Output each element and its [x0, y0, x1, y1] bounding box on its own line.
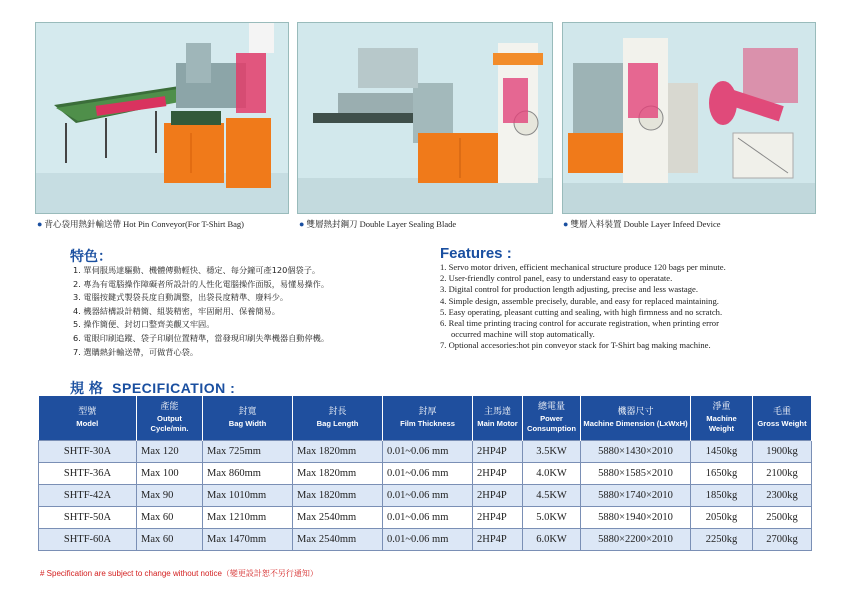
cell-power: 6.0KW — [523, 528, 581, 550]
header-power: 總電量 Power Consumption — [523, 396, 581, 440]
feature-item: 6. Real time printing tracing control for accurate registration, when printing error — [440, 318, 719, 329]
cell-motor: 2HP4P — [473, 506, 523, 528]
cell-model: SHTF-30A — [39, 440, 137, 462]
cell-bag-length: Max 1820mm — [293, 440, 383, 462]
cell-gross-weight: 2500kg — [753, 506, 812, 528]
cell-thickness: 0.01~0.06 mm — [383, 528, 473, 550]
caption-sealing-blade — [299, 218, 456, 230]
cell-bag-length: Max 1820mm — [293, 462, 383, 484]
cell-bag-length: Max 1820mm — [293, 484, 383, 506]
header-bag-length: 封長 Bag Length — [293, 396, 383, 440]
feature-item: 5. Easy operating, pleasant cutting and sealing, with high firmness and no scratch. — [440, 306, 723, 317]
cell-bag-width: Max 1470mm — [203, 528, 293, 550]
caption-cn: 雙層熱封鋼刀 — [306, 219, 358, 229]
features-en-list — [440, 262, 830, 352]
cell-output: Max 100 — [137, 462, 203, 484]
hot-pin-conveyor-photo — [35, 22, 289, 214]
cell-gross-weight: 2700kg — [753, 528, 812, 550]
cell-dimension: 5880×1940×2010 — [581, 506, 691, 528]
feature-item: occurred machine will stop automatically. — [451, 329, 595, 340]
feature-item: 1. 單伺服馬達驅動、機體傳動輕快、穩定、每分鐘可產120個袋子。 — [73, 265, 321, 275]
cell-machine-weight: 2250kg — [691, 528, 753, 550]
caption-en: Double Layer Sealing Blade — [359, 219, 457, 229]
header-dimension: 機器尺寸 Machine Dimension (LxWxH) — [581, 396, 691, 440]
cell-model: SHTF-60A — [39, 528, 137, 550]
spec-title-en: SPECIFICATION : — [112, 380, 236, 396]
infeed-device-photo — [562, 22, 816, 214]
table-row — [39, 462, 812, 484]
feature-item: 5. 操作簡便、封切口整齊美觀又牢固。 — [73, 319, 215, 330]
table-row — [39, 528, 812, 550]
cell-power: 4.5KW — [523, 484, 581, 506]
spec-header-row — [39, 396, 812, 440]
cell-power: 3.5KW — [523, 440, 581, 462]
header-machine-weight: 淨重 Machine Weight — [691, 396, 753, 440]
spec-title — [70, 378, 235, 398]
cell-model: SHTF-50A — [39, 506, 137, 528]
feature-item: 7. 選購熱針輸送帶，可做背心袋。 — [73, 346, 199, 357]
cell-output: Max 60 — [137, 506, 203, 528]
feature-item: 3. 電腦按鍵式製袋長度自動調整，出袋長度精準、廢料少。 — [73, 292, 289, 303]
cell-output: Max 90 — [137, 484, 203, 506]
cell-motor: 2HP4P — [473, 440, 523, 462]
feature-item: 6. 電眼印刷追蹤、袋子印刷位置精準，當發現印刷失準機器自動停機。 — [73, 332, 330, 343]
cell-gross-weight: 2300kg — [753, 484, 812, 506]
bullet-icon: ● — [563, 219, 569, 229]
features-en-title: Features : — [440, 245, 512, 262]
cell-output: Max 60 — [137, 528, 203, 550]
header-model: 型號 Model — [39, 396, 137, 440]
table-row — [39, 440, 812, 462]
cell-model: SHTF-42A — [39, 484, 137, 506]
header-bag-width: 封寬 Bag Width — [203, 396, 293, 440]
cell-dimension: 5880×1585×2010 — [581, 462, 691, 484]
table-row — [39, 506, 812, 528]
features-cn-list — [73, 264, 423, 359]
spec-title-cn: 規 格 — [70, 380, 104, 396]
feature-item: 1. Servo motor driven, efficient mechanical structure produce 120 bags per minute. — [440, 262, 726, 272]
feature-item: 4. Simple design, assemble precisely, durable, and easy for replaced maintaining. — [440, 295, 719, 306]
header-main-motor: 主馬達 Main Motor — [473, 396, 523, 440]
cell-motor: 2HP4P — [473, 528, 523, 550]
cell-thickness: 0.01~0.06 mm — [383, 440, 473, 462]
cell-gross-weight: 1900kg — [753, 440, 812, 462]
cell-bag-length: Max 2540mm — [293, 528, 383, 550]
cell-gross-weight: 2100kg — [753, 462, 812, 484]
feature-item: 2. 專為有電腦操作障礙者所設計的人性化電腦操作面版，易懂易操作。 — [73, 278, 330, 289]
cell-bag-width: Max 1010mm — [203, 484, 293, 506]
table-row — [39, 484, 812, 506]
cell-bag-width: Max 860mm — [203, 462, 293, 484]
cell-power: 5.0KW — [523, 506, 581, 528]
feature-item: 3. Digital control for production length adjusting, precise and less wastage. — [440, 284, 698, 295]
caption-hot-pin-conveyor — [37, 218, 244, 230]
feature-item: 7. Optional accesories:hot pin conveyor stack for T-Shirt bag making machine. — [440, 340, 711, 351]
cell-thickness: 0.01~0.06 mm — [383, 506, 473, 528]
feature-item: 4. 機器結構設計精簡、組裝精密，牢固耐用、保養簡易。 — [73, 305, 280, 316]
caption-cn: 背心袋用熱針輸送帶 — [44, 219, 121, 229]
cell-bag-width: Max 1210mm — [203, 506, 293, 528]
cell-motor: 2HP4P — [473, 462, 523, 484]
bullet-icon: ● — [299, 219, 305, 229]
spec-footnote: # Specification are subject to change without notice（變更設計恕不另行通知） — [40, 569, 318, 578]
cell-dimension: 5880×1430×2010 — [581, 440, 691, 462]
caption-en: Hot Pin Conveyor(For T-Shirt Bag) — [123, 219, 244, 229]
cell-motor: 2HP4P — [473, 484, 523, 506]
cell-machine-weight: 1850kg — [691, 484, 753, 506]
sealing-blade-photo — [297, 22, 553, 214]
cell-thickness: 0.01~0.06 mm — [383, 484, 473, 506]
cell-dimension: 5880×2200×2010 — [581, 528, 691, 550]
cell-machine-weight: 2050kg — [691, 506, 753, 528]
spec-table — [38, 396, 812, 551]
cell-output: Max 120 — [137, 440, 203, 462]
header-film-thickness: 封厚 Film Thickness — [383, 396, 473, 440]
header-output: 產能 Output Cycle/min. — [137, 396, 203, 440]
cell-dimension: 5880×1740×2010 — [581, 484, 691, 506]
bullet-icon: ● — [37, 219, 43, 229]
cell-bag-length: Max 2540mm — [293, 506, 383, 528]
cell-machine-weight: 1450kg — [691, 440, 753, 462]
feature-item: 2. User-friendly control panel, easy to understand easy to operatate. — [440, 273, 673, 284]
cell-machine-weight: 1650kg — [691, 462, 753, 484]
caption-en: Double Layer Infeed Device — [623, 219, 721, 229]
header-gross-weight: 毛重 Gross Weight — [753, 396, 812, 440]
features-cn-title: 特色： — [70, 248, 112, 264]
cell-model: SHTF-36A — [39, 462, 137, 484]
cell-power: 4.0KW — [523, 462, 581, 484]
cell-bag-width: Max 725mm — [203, 440, 293, 462]
caption-cn: 雙層入料裝置 — [570, 219, 622, 229]
caption-infeed-device — [563, 218, 721, 230]
cell-thickness: 0.01~0.06 mm — [383, 462, 473, 484]
